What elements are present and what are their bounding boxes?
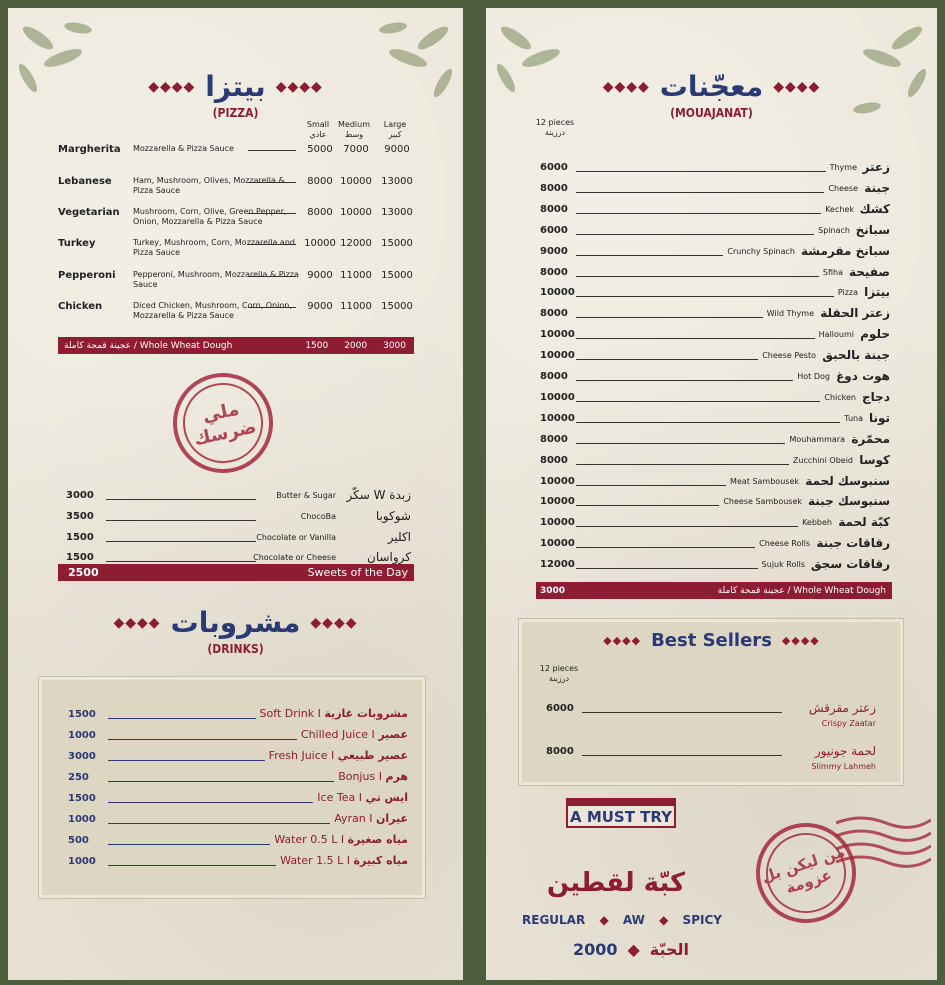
drink-row — [68, 770, 408, 788]
drink-label — [280, 854, 408, 867]
mouajanat-price: 8000 — [540, 433, 568, 445]
size-en: Medium — [338, 120, 370, 129]
leader-line — [248, 182, 296, 183]
mouajanat-row — [540, 327, 890, 345]
leader-line — [576, 213, 821, 214]
best-sellers-pieces-header — [534, 664, 584, 684]
mouajanat-price: 8000 — [540, 203, 568, 215]
variant-aw: AW — [622, 913, 645, 927]
drink-label — [269, 749, 408, 762]
drink-price: 500 — [68, 835, 89, 846]
sweets-of-day-price: 2500 — [68, 566, 99, 579]
sweets-name-ar: كرواسان — [367, 550, 411, 564]
pizza-price: 9000 — [307, 270, 333, 281]
sweets-price: 3000 — [66, 490, 94, 501]
mouajanat-price: 6000 — [540, 162, 568, 173]
leader-line — [108, 781, 334, 782]
mouajanat-row — [540, 285, 890, 303]
best-seller-name-ar: زعتر مقرقش — [808, 701, 876, 715]
stamp-left-text: ملي ضرسك — [192, 398, 259, 451]
drink-name-ar: هرم — [385, 770, 408, 783]
leader-line — [576, 296, 834, 297]
mouajanat-name-en: Kebbeh — [802, 518, 832, 528]
pizza-name: Turkey — [58, 238, 96, 249]
mouajanat-name-ar: سنبوسك جبنة — [808, 494, 890, 509]
leader-line — [576, 276, 819, 277]
pizza-name: Chicken — [58, 301, 103, 312]
mouajanat-name-ar: محمّرة — [851, 431, 890, 446]
pizza-name: Margherita — [58, 144, 121, 155]
mouajanat-name-ar: تونا — [868, 410, 890, 425]
leader-line — [576, 526, 798, 527]
drink-name-en: Soft Drink — [259, 707, 315, 720]
mouajanat-name-ar: رقاقات سجق — [810, 557, 890, 572]
mouajanat-price: 10000 — [540, 329, 575, 341]
leader-line — [576, 443, 785, 444]
mouajanat-row — [540, 411, 890, 429]
leader-line — [576, 568, 758, 569]
drink-price: 1500 — [68, 793, 96, 804]
pizza-row — [58, 270, 418, 300]
pizza-row — [58, 176, 418, 206]
mouajanat-price: 10000 — [540, 350, 575, 362]
separator: I — [368, 728, 379, 741]
best-sellers-title-row — [486, 630, 937, 651]
size-ar: كبير — [388, 130, 402, 139]
mouajanat-row — [540, 160, 890, 178]
separator: I — [327, 749, 338, 762]
leader-line — [248, 244, 296, 245]
mouajanat-price: 8000 — [540, 308, 568, 320]
whole-wheat-bar — [58, 337, 414, 354]
mouajanat-whole-wheat-price: 3000 — [540, 585, 566, 596]
leader-line — [106, 499, 256, 500]
mouajanat-name-en: Zucchini Obeid — [792, 455, 853, 465]
mouajanat-row — [540, 557, 890, 575]
best-seller-price: 8000 — [546, 746, 574, 757]
leader-line — [576, 422, 840, 423]
leader-line — [576, 171, 826, 172]
mouajanat-pieces-header — [530, 118, 580, 138]
mouajanat-price: 8000 — [540, 454, 568, 466]
best-seller-name-en: Slimmy Lahmeh — [811, 762, 876, 771]
mouajanat-row — [540, 515, 890, 533]
sweets-of-day-label: Sweets of the Day — [307, 566, 408, 579]
mouajanat-price: 10000 — [540, 517, 575, 529]
drink-name-en: Chilled Juice — [300, 728, 369, 741]
leader-line — [576, 505, 719, 506]
must-try-badge: A MUST TRY — [566, 798, 676, 828]
separator: I — [314, 707, 325, 720]
size-en: Large — [383, 120, 407, 129]
whole-wheat-label: عجينة قمحة كاملة / Whole Wheat Dough — [64, 340, 233, 351]
whole-wheat-price-small: 1500 — [305, 340, 329, 351]
sweets-price: 3500 — [66, 511, 94, 522]
pizza-name: Lebanese — [58, 176, 112, 187]
pizza-name: Vegetarian — [58, 207, 120, 218]
mouajanat-price: 6000 — [540, 224, 568, 236]
size-header-medium — [334, 120, 374, 140]
mouajanat-name-ar: كبّة لحمة — [838, 515, 890, 530]
drink-label — [260, 707, 408, 720]
sweets-price: 1500 — [66, 552, 94, 563]
mouajanat-price: 8000 — [540, 371, 568, 382]
dots-decoration: ◆◆◆◆ — [781, 634, 820, 647]
sweets-of-day-bar — [58, 564, 414, 581]
mouajanat-price: 9000 — [540, 245, 568, 257]
sweets-row — [66, 509, 411, 527]
dots-decoration: ◆ — [599, 913, 609, 927]
best-seller-name-ar: لحمة جونيور — [814, 744, 876, 758]
mouajanat-whole-wheat-label: عجينة قمحة كاملة / Whole Wheat Dough — [717, 585, 886, 596]
drink-label — [301, 728, 408, 741]
mouajanat-name-en: Mouhammara — [789, 434, 845, 444]
leader-line — [576, 485, 726, 486]
pizza-price: 5000 — [307, 144, 333, 155]
mouajanat-price: 8000 — [540, 182, 568, 194]
pieces-en: 12 pieces — [535, 118, 575, 127]
leader-line — [106, 541, 256, 542]
mouajanat-row — [540, 244, 890, 262]
mouajanat-name-ar: دجاج — [862, 389, 890, 404]
mouajanat-row — [540, 265, 890, 283]
pizza-price: 9000 — [307, 301, 333, 312]
pieces-ar: درزينة — [548, 674, 570, 683]
mouajanat-name-ar: زعتر — [862, 160, 890, 174]
leader-line — [576, 464, 789, 465]
mouajanat-row — [540, 536, 890, 554]
mouajanat-row — [540, 390, 890, 408]
leader-line — [108, 760, 265, 761]
dots-decoration: ◆ — [627, 940, 640, 959]
variant-regular: REGULAR — [522, 913, 586, 927]
right-menu-page — [486, 8, 937, 980]
mouajanat-name-ar: جبنة بالحبق — [822, 348, 890, 363]
dots-decoration: ◆◆◆◆ — [602, 78, 650, 95]
pizza-description: Pepperoni, Mushroom, Mozzarella & Pizza Sauce — [133, 270, 299, 289]
leader-line — [576, 380, 793, 381]
drinks-title-row — [8, 606, 463, 639]
mouajanat-row — [540, 432, 890, 450]
dots-decoration: ◆◆◆◆ — [275, 78, 323, 95]
whole-wheat-price-medium: 2000 — [344, 340, 368, 351]
mouajanat-name-ar: سبانخ مقرمشة — [801, 243, 890, 258]
separator: I — [375, 770, 386, 783]
mouajanat-row — [540, 453, 890, 471]
pizza-description: Diced Chicken, Mushroom, Corn, Onion, Mozzarella & Pizza Sauce — [133, 301, 292, 320]
leader-line — [582, 755, 782, 756]
mouajanat-price: 10000 — [540, 496, 575, 508]
pizza-price: 15000 — [381, 270, 413, 281]
mouajanat-name-ar: سبانخ — [855, 222, 890, 237]
sweets-name-en: Chocolate or Vanilla — [256, 533, 336, 542]
mouajanat-name-ar: صفيحة — [848, 264, 890, 279]
sweets-name-ar: شوكوبا — [375, 509, 411, 523]
best-seller-price: 6000 — [546, 703, 574, 714]
mouajanat-name-en: Halloumi — [818, 330, 854, 340]
drink-name-ar: مياه كبيرة — [353, 854, 408, 867]
leader-line — [248, 150, 296, 151]
must-try-name: كبّة لقطين — [546, 868, 686, 898]
leader-line — [106, 561, 256, 562]
drink-name-ar: ايس تي — [365, 791, 408, 804]
pizza-price: 12000 — [340, 238, 372, 249]
drink-name-en: Fresh Juice — [268, 749, 328, 762]
dots-decoration: ◆◆◆◆ — [148, 78, 196, 95]
variant-spicy: SPICY — [682, 913, 722, 927]
drink-name-en: Bonjus — [338, 770, 376, 783]
leader-line — [576, 547, 755, 548]
drink-name-ar: عيران — [375, 812, 408, 825]
pizza-title-row — [8, 70, 463, 103]
pizza-row — [58, 238, 418, 268]
dots-decoration: ◆◆◆◆ — [113, 614, 161, 631]
whole-wheat-price-large: 3000 — [383, 340, 406, 351]
mouajanat-name-en: Pizza — [837, 288, 858, 298]
must-try-price: 2000 — [572, 940, 618, 959]
drink-name-ar: عصير — [378, 728, 408, 741]
dots-decoration: ◆◆◆◆ — [603, 634, 642, 647]
leader-line — [576, 255, 723, 256]
leader-line — [108, 802, 313, 803]
drink-name-en: Water 0.5 L — [274, 833, 338, 846]
pizza-price: 8000 — [307, 176, 333, 187]
leader-line — [576, 338, 815, 339]
drink-name-ar: عصير طبيعي — [337, 749, 408, 762]
mouajanat-price: 10000 — [540, 412, 575, 424]
mouajanat-name-ar: بيتزا — [864, 285, 890, 300]
pizza-row — [58, 301, 418, 331]
size-header-small — [298, 120, 338, 140]
pizza-price: 11000 — [340, 270, 372, 281]
pizza-title: بيتزا — [205, 70, 266, 103]
drink-label — [317, 791, 408, 804]
drink-price: 1000 — [68, 814, 96, 825]
mouajanat-price: 10000 — [540, 287, 575, 299]
pizza-description: Mozzarella & Pizza Sauce — [133, 144, 234, 153]
pizza-price: 8000 — [307, 207, 333, 218]
sweets-row — [66, 488, 411, 506]
drink-label — [338, 770, 408, 783]
leader-line — [248, 307, 296, 308]
dots-decoration: ◆◆◆◆ — [310, 614, 358, 631]
mouajanat-name-en: Cheese Pesto — [762, 351, 816, 361]
drink-name-ar: مشروبات غازية — [324, 707, 408, 720]
sweets-price: 1500 — [66, 532, 94, 543]
mouajanat-price: 12000 — [540, 559, 575, 571]
mouajanat-name-ar: هوت دوغ — [836, 369, 890, 383]
mouajanat-name-ar: رقاقات جبنة — [816, 536, 890, 551]
pizza-price: 15000 — [381, 238, 413, 249]
pizza-price: 10000 — [340, 176, 372, 187]
pizza-price: 15000 — [381, 301, 413, 312]
stamp-right-text: من ليكن بل عزومة — [759, 842, 847, 898]
leader-line — [108, 718, 256, 719]
mouajanat-row — [540, 369, 890, 387]
drinks-title: مشروبات — [170, 606, 301, 639]
mouajanat-name-en: Cheese Rolls — [759, 539, 810, 549]
mouajanat-row — [540, 474, 890, 492]
pizza-price: 13000 — [381, 207, 413, 218]
pizza-price: 10000 — [340, 207, 372, 218]
pieces-en: 12 pieces — [539, 664, 579, 673]
separator: I — [343, 854, 354, 867]
pizza-price: 11000 — [340, 301, 372, 312]
drink-row — [68, 791, 408, 809]
drink-name-en: Water 1.5 L — [280, 854, 344, 867]
leader-line — [576, 359, 758, 360]
drink-label — [274, 833, 408, 846]
best-seller-row — [546, 701, 876, 731]
mouajanat-price: 10000 — [540, 538, 575, 550]
mouajanat-name-en: Thyme — [829, 163, 857, 172]
mouajanat-price: 8000 — [540, 266, 568, 278]
pieces-ar: درزينة — [544, 128, 566, 137]
drink-price: 3000 — [68, 751, 96, 762]
pizza-price: 9000 — [384, 144, 410, 155]
mouajanat-title-row — [486, 70, 937, 103]
mouajanat-name-ar: حلوم — [860, 327, 890, 342]
pizza-description: Turkey, Mushroom, Corn, Mozzarella and Pizza Sauce — [133, 238, 295, 257]
leader-line — [576, 317, 763, 318]
mouajanat-row — [540, 202, 890, 220]
mouajanat-name-en: Kechek — [825, 204, 854, 214]
mouajanat-name-en: Tuna — [844, 413, 863, 423]
separator: I — [365, 812, 376, 825]
best-seller-row — [546, 744, 876, 774]
pizza-price: 7000 — [343, 144, 369, 155]
drink-price: 1000 — [68, 730, 96, 741]
mouajanat-name-en: Chicken — [824, 392, 856, 402]
mouajanat-price: 10000 — [540, 391, 575, 403]
leader-line — [576, 401, 820, 402]
drink-row — [68, 728, 408, 746]
mouajanat-name-en: Cheese — [828, 183, 858, 193]
drink-price: 250 — [68, 772, 89, 783]
sweets-row — [66, 530, 411, 548]
pizza-description: Mushroom, Corn, Olive, Green Pepper, Onion, Mozzarella & Pizza Sauce — [133, 207, 287, 226]
leader-line — [108, 739, 297, 740]
mouajanat-name-ar: جبنة — [864, 180, 890, 195]
drinks-subtitle: (DRINKS) — [207, 642, 264, 656]
drink-name-en: Ice Tea — [317, 791, 356, 804]
leader-line — [576, 192, 824, 193]
leader-line — [248, 213, 296, 214]
pizza-row — [58, 144, 418, 174]
mouajanat-name-ar: سنبوسك لحمة — [805, 473, 890, 488]
size-en: Small — [306, 120, 330, 129]
mouajanat-name-en: Cheese Sambousek — [723, 497, 802, 507]
mouajanat-row — [540, 494, 890, 512]
best-sellers-title: Best Sellers — [651, 630, 772, 651]
mouajanat-title: معجّنات — [659, 70, 764, 103]
leader-line — [108, 844, 270, 845]
mouajanat-row — [540, 181, 890, 199]
pizza-subtitle: (PIZZA) — [212, 106, 259, 120]
must-try-price-row — [556, 940, 706, 959]
leader-line — [106, 520, 256, 521]
mouajanat-whole-wheat-bar — [536, 582, 892, 599]
drink-label — [334, 812, 408, 825]
mouajanat-name-en: Meat Sambousek — [730, 476, 799, 486]
mouajanat-name-en: Crunchy Spinach — [727, 246, 795, 256]
must-try-unit: الحبّة — [649, 940, 690, 959]
sweets-name-en: ChocoBa — [300, 512, 336, 521]
leader-line — [108, 823, 330, 824]
must-try-variants — [522, 913, 722, 927]
mouajanat-row — [540, 223, 890, 241]
sweets-name-ar: زبدة W سكّر — [346, 488, 411, 502]
sweets-name-en: Chocolate or Cheese — [253, 553, 336, 562]
mouajanat-name-en: Hot Dog — [797, 372, 830, 381]
size-ar: وسط — [344, 130, 364, 139]
mouajanat-name-en: Sfiha — [822, 267, 843, 277]
pizza-price: 13000 — [381, 176, 413, 187]
dots-decoration: ◆◆◆◆ — [773, 78, 821, 95]
leader-line — [576, 234, 814, 235]
dots-decoration: ◆ — [659, 913, 669, 927]
mouajanat-row — [540, 348, 890, 366]
mouajanat-name-ar: كوسا — [859, 452, 890, 467]
mouajanat-row — [540, 306, 890, 324]
stamp-left — [164, 364, 283, 483]
drink-price: 1000 — [68, 856, 96, 867]
pizza-name: Pepperoni — [58, 270, 116, 281]
separator: I — [355, 791, 366, 804]
mouajanat-price: 10000 — [540, 475, 575, 487]
pizza-description: Ham, Mushroom, Olives, Mozzarella & Pizza Sauce — [133, 176, 285, 195]
drink-row — [68, 749, 408, 767]
drink-row — [68, 854, 408, 872]
mouajanat-name-en: Wild Thyme — [766, 309, 814, 319]
leader-line — [582, 712, 782, 713]
sweets-name-en: Butter & Sugar — [276, 491, 336, 500]
size-header-large — [375, 120, 415, 140]
mouajanat-subtitle: (MOUAJANAT) — [670, 106, 753, 120]
drink-name-ar: مياه صغيرة — [347, 833, 408, 846]
mouajanat-name-en: Sujuk Rolls — [761, 560, 805, 570]
left-menu-page — [8, 8, 463, 980]
best-seller-name-en: Crispy Zaatar — [821, 719, 876, 728]
pizza-row — [58, 207, 418, 237]
separator: I — [337, 833, 348, 846]
postmark-lines-icon — [836, 808, 931, 878]
mouajanat-name-en: Spinach — [818, 225, 850, 235]
size-ar: عادي — [309, 130, 327, 139]
mouajanat-name-ar: كشك — [859, 201, 890, 216]
drink-price: 1500 — [68, 709, 96, 720]
drink-row — [68, 812, 408, 830]
leader-line — [108, 865, 276, 866]
mouajanat-name-ar: زعتر الحقلة — [820, 306, 890, 321]
drink-name-en: Ayran — [334, 812, 366, 825]
pizza-price: 10000 — [304, 238, 336, 249]
drink-row — [68, 707, 408, 725]
leader-line — [248, 276, 296, 277]
sweets-name-ar: اكلير — [387, 530, 411, 544]
drink-row — [68, 833, 408, 851]
